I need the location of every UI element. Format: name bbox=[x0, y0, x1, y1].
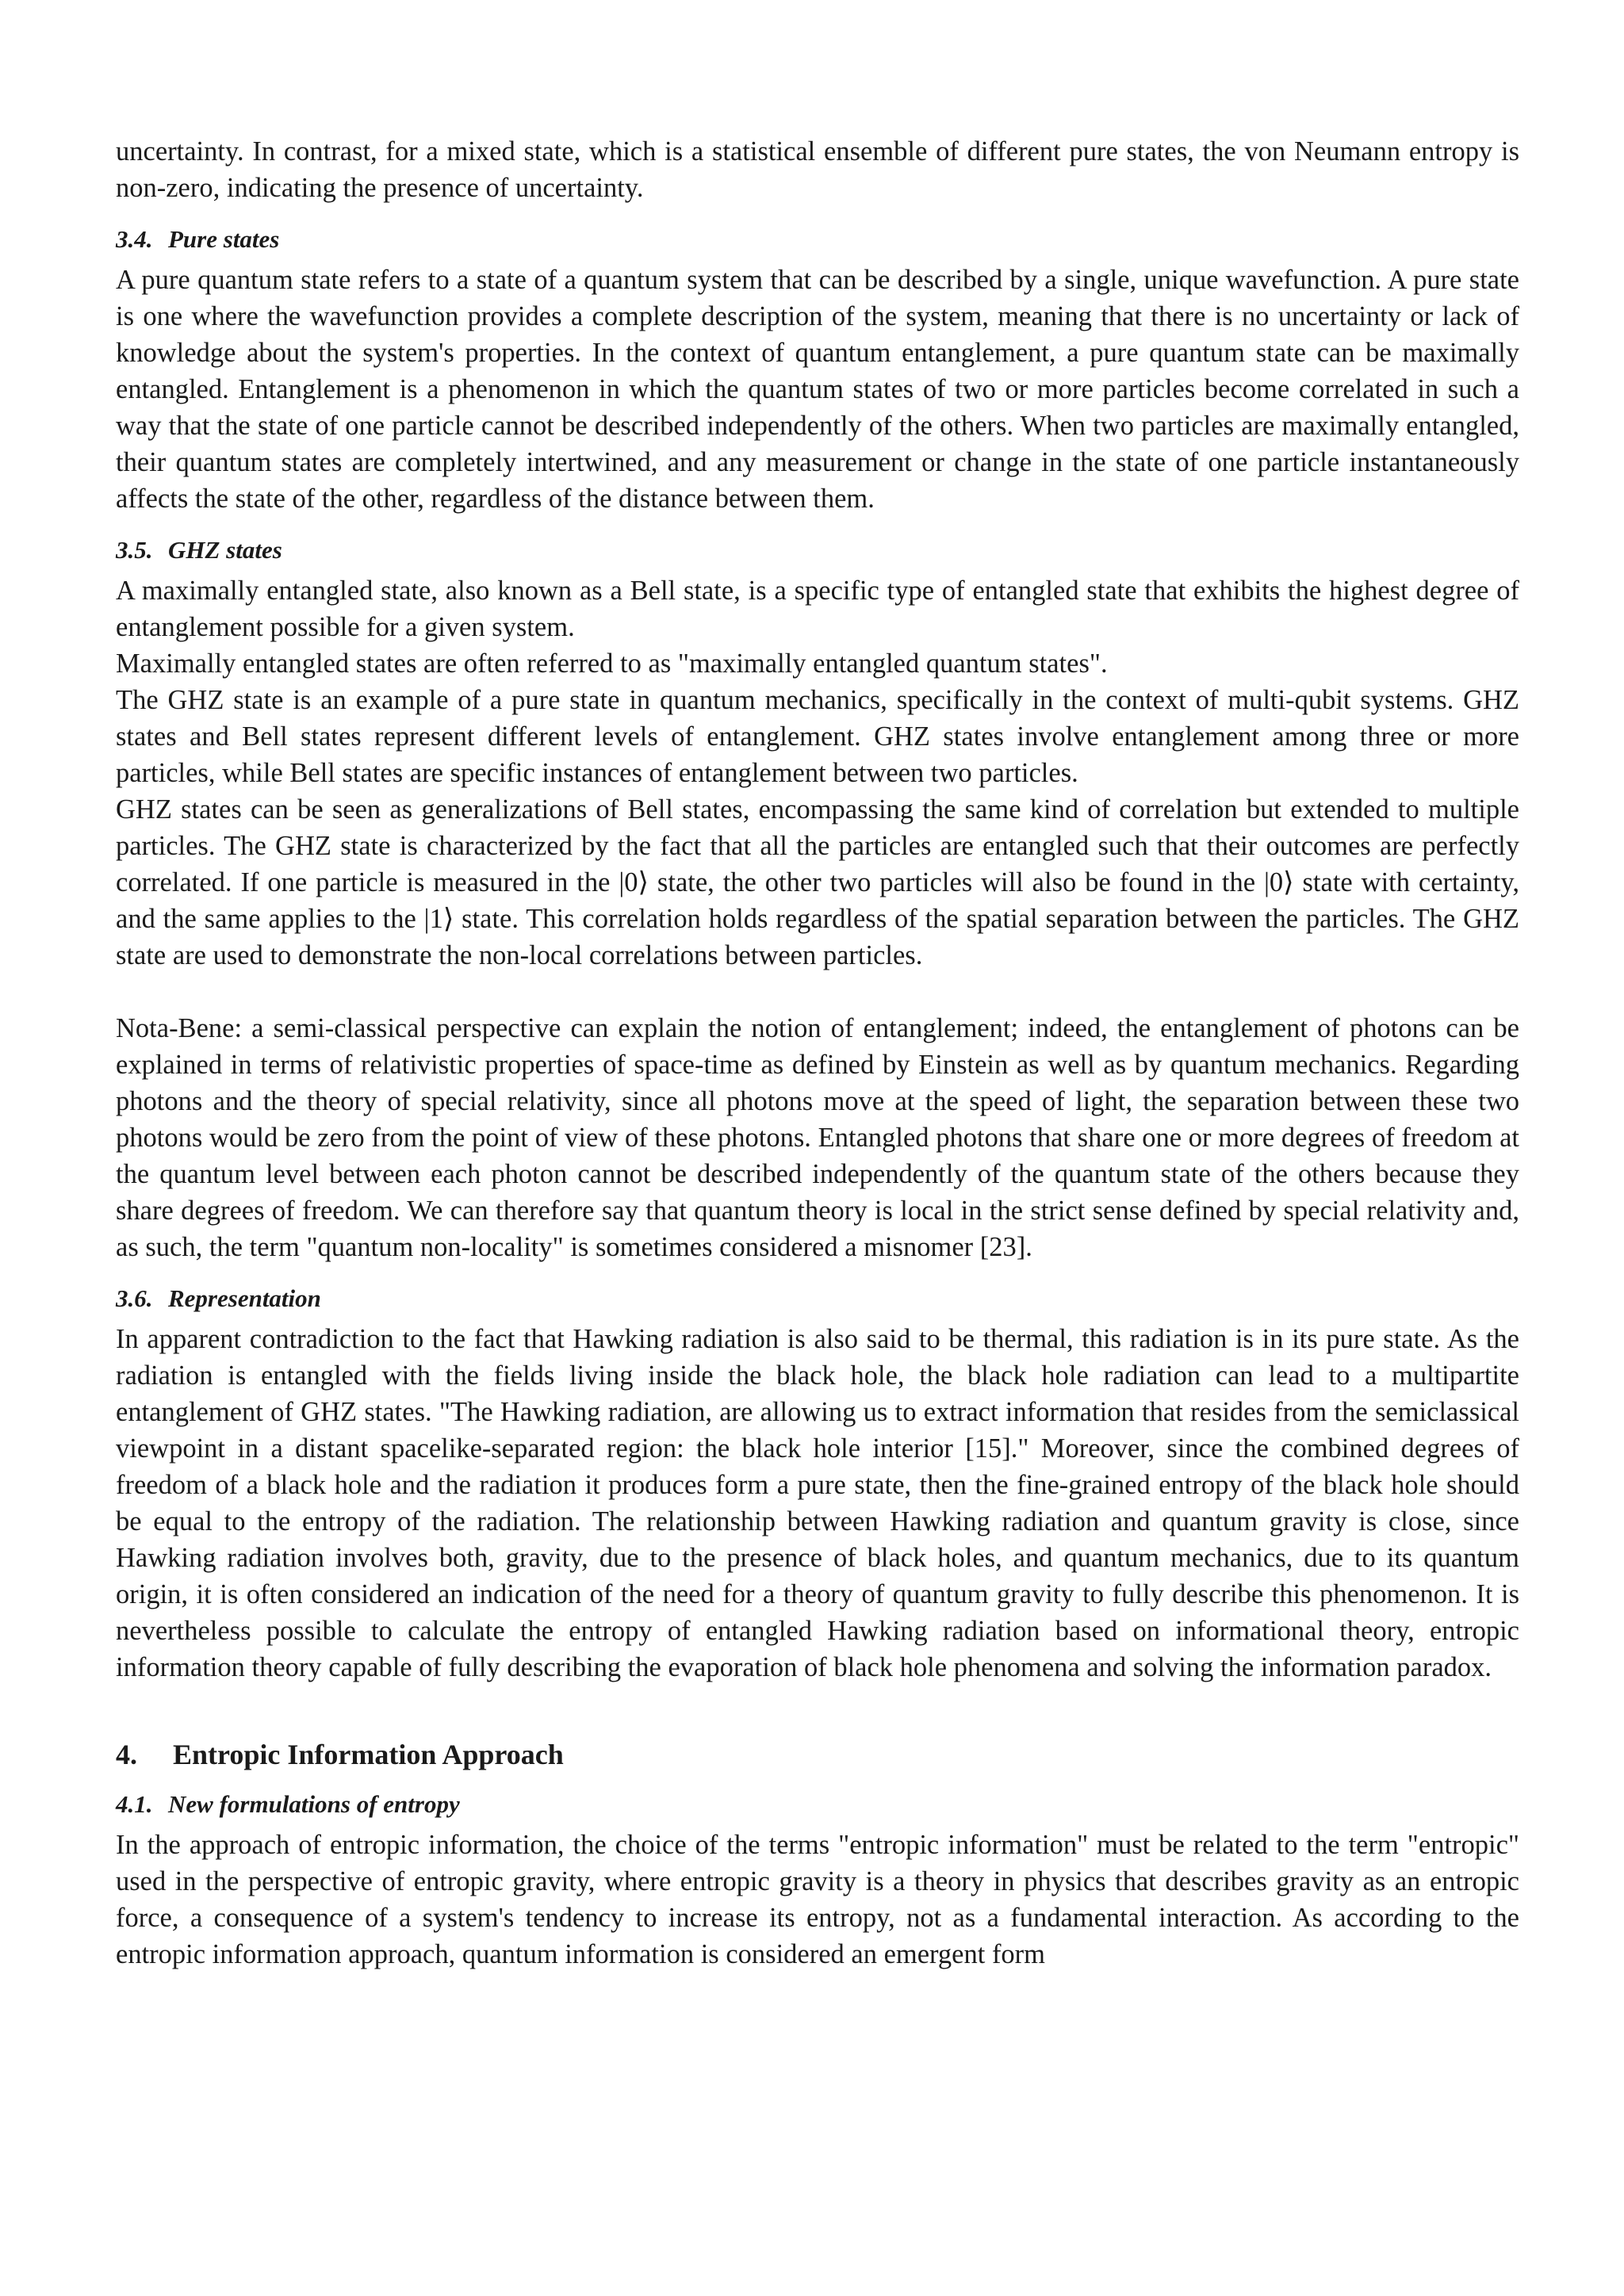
heading-number: 4.1. bbox=[116, 1790, 153, 1818]
paragraph-new-formulations: In the approach of entropic information, the choice of the terms "entropic information" must be related to the term "entropic" used in the perspective of entropic gravity, where entropic gravity is a theory in physics that describes gravity as an entropic force, a consequence of a system's tendency to increase its entropy, not as a fundamental interaction. As according to the entropic information approach, quantum information is considered an emergent form bbox=[116, 1830, 1519, 1969]
heading-title: GHZ states bbox=[168, 536, 282, 564]
heading-number: 3.4. bbox=[116, 225, 153, 253]
heading-pure-states bbox=[116, 224, 1519, 255]
heading-entropic-information-approach bbox=[116, 1736, 1519, 1773]
paper-page bbox=[116, 133, 1519, 1973]
paragraph-intro: uncertainty. In contrast, for a mixed state, which is a statistical ensemble of different pure states, the von Neumann entropy is non-zero, indicating the presence of uncertainty. bbox=[116, 136, 1519, 203]
heading-number: 3.5. bbox=[116, 536, 153, 564]
heading-number: 4. bbox=[116, 1739, 137, 1770]
heading-ghz-states bbox=[116, 534, 1519, 566]
heading-representation bbox=[116, 1283, 1519, 1314]
heading-title: Pure states bbox=[168, 225, 280, 253]
heading-new-formulations bbox=[116, 1789, 1519, 1820]
heading-title: Representation bbox=[168, 1284, 321, 1312]
paragraph-ghz-2: Maximally entangled states are often referred to as "maximally entangled quantum states". bbox=[116, 649, 1108, 679]
paragraph-pure-states: A pure quantum state refers to a state of a quantum system that can be described by a single, unique wavefunction. A pure state is one where the wavefunction provides a complete description of the system, meaning that there is no uncertainty or lack of knowledge about the system's properties. In the context of quantum entanglement, a pure quantum state can be maximally entangled. Entanglement is a phenomenon in which the quantum states of two or more particles become correlated in such a way that the state of one particle cannot be described independently of the others. When two particles are maximally entangled, their quantum states are completely intertwined, and any measurement or change in the state of one particle instantaneously affects the state of the other, regardless of the distance between them. bbox=[116, 265, 1519, 514]
paragraph-ghz-3: The GHZ state is an example of a pure state in quantum mechanics, specifically in the context of multi-qubit systems. GHZ states and Bell states represent different levels of entanglement. GHZ states involve entanglement among three or more particles, while Bell states are specific instances of entanglement between two particles. bbox=[116, 685, 1519, 788]
paragraph-nota-bene: Nota-Bene: a semi-classical perspective can explain the notion of entanglement; indeed, the entanglement of photons can be explained in terms of relativistic properties of space-time as defined by Einstein as well as by quantum mechanics. Regarding photons and the theory of special relativity, since all photons move at the speed of light, the separation between these two photons would be zero from the point of view of these photons. Entangled photons that share one or more degrees of freedom at the quantum level between each photon cannot be described independently of the quantum state of the others because they share degrees of freedom. We can therefore say that quantum theory is local in the strict sense defined by special relativity and, as such, the term "quantum non-locality" is sometimes considered a misnomer [23]. bbox=[116, 1013, 1519, 1262]
heading-title: Entropic Information Approach bbox=[173, 1739, 564, 1770]
paragraph-gap bbox=[116, 974, 1519, 1010]
paragraph-representation: In apparent contradiction to the fact that Hawking radiation is also said to be thermal, this radiation is in its pure state. As the radiation is entangled with the fields living inside the black hole, the black hole radiation can lead to a multipartite entanglement of GHZ states. "The Hawking radiation, are allowing us to extract information that resides from the semiclassical viewpoint in a distant spacelike-separated region: the black hole interior [15]." Moreover, since the combined degrees of freedom of a black hole and the radiation it produces form a pure state, then the fine-grained entropy of the black hole should be equal to the entropy of the radiation. The relationship between Hawking radiation and quantum gravity is close, since Hawking radiation involves both, gravity, due to the presence of black holes, and quantum mechanics, due to its quantum origin, it is often considered an indication of the need for a theory of quantum gravity to fully describe this phenomenon. It is nevertheless possible to calculate the entropy of entangled Hawking radiation based on informational theory, entropic information theory capable of fully describing the evaporation of black hole phenomena and solving the information paradox. bbox=[116, 1324, 1519, 1682]
heading-title: New formulations of entropy bbox=[168, 1790, 460, 1818]
paragraph-ghz-4: GHZ states can be seen as generalizations of Bell states, encompassing the same kind of correlation but extended to multiple particles. The GHZ state is characterized by the fact that all the particles are entangled such that their outcomes are perfectly correlated. If one particle is measured in the |0⟩ state, the other two particles will also be found in the |0⟩ state with certainty, and the same applies to the |1⟩ state. This correlation holds regardless of the spatial separation between the particles. The GHZ state are used to demonstrate the non-local correlations between particles. bbox=[116, 794, 1519, 970]
heading-number: 3.6. bbox=[116, 1284, 153, 1312]
paragraph-ghz-1: A maximally entangled state, also known as a Bell state, is a specific type of entangled state that exhibits the highest degree of entanglement possible for a given system. bbox=[116, 576, 1519, 642]
